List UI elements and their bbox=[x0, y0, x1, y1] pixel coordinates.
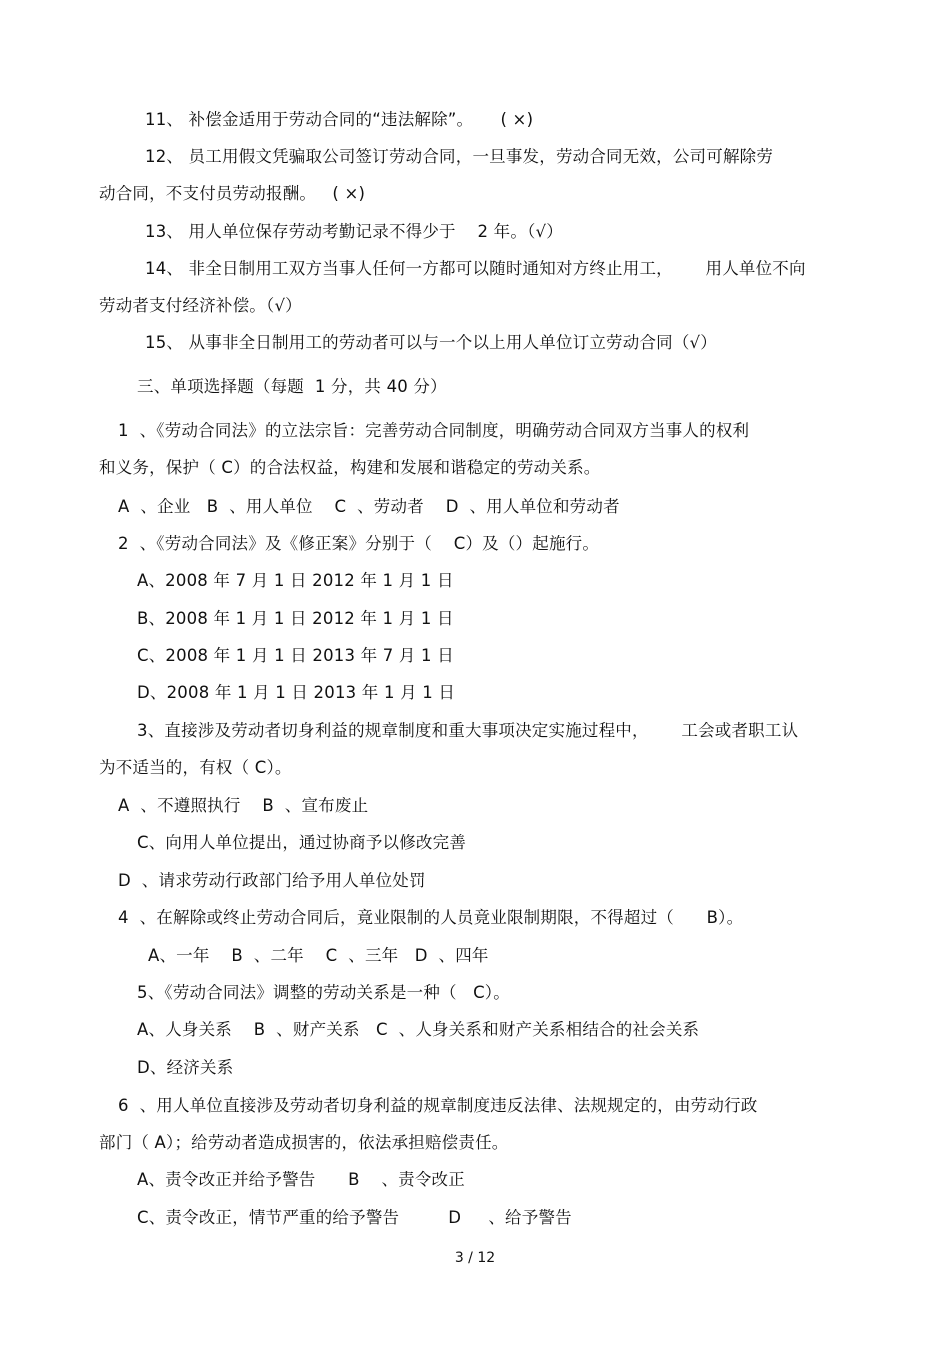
answer-option: A、2008 年 7 月 1 日 2012 年 1 月 1 日 bbox=[137, 571, 454, 590]
page-number: 3 / 12 bbox=[454, 1250, 496, 1266]
answer-option: D 、请求劳动行政部门给予用人单位处罚 bbox=[118, 871, 426, 890]
answer-options: A、一年 B 、二年 C 、三年 D 、四年 bbox=[148, 946, 489, 965]
answer-options: A、人身关系 B 、财产关系 C 、人身关系和财产关系相结合的社会关系 bbox=[137, 1020, 700, 1039]
section-heading: 三、单项选择题（每题 1 分，共 40 分） bbox=[137, 377, 447, 396]
question-text: 2 、《劳动合同法》及《修正案》分别于（ C）及（）起施行。 bbox=[118, 534, 600, 553]
answer-option: C、向用人单位提出，通过协商予以修改完善 bbox=[137, 833, 467, 852]
answer-options: C、责令改正，情节严重的给予警告 D 、给予警告 bbox=[137, 1208, 572, 1227]
answer-option: C、2008 年 1 月 1 日 2013 年 7 月 1 日 bbox=[137, 646, 454, 665]
question-text: 5、《劳动合同法》调整的劳动关系是一种（ C）。 bbox=[137, 983, 510, 1002]
question-text: 1 、《劳动合同法》的立法宗旨：完善劳动合同制度，明确劳动合同双方当事人的权利 bbox=[118, 421, 750, 440]
answer-option: D、经济关系 bbox=[137, 1058, 234, 1077]
text-line: 12、 员工用假文凭骗取公司签订劳动合同，一旦事发，劳动合同无效，公司可解除劳 bbox=[145, 147, 774, 166]
question-text: 为不适当的，有权（ C）。 bbox=[99, 758, 292, 777]
question-text: 和义务，保护（ C）的合法权益，构建和发展和谐稳定的劳动关系。 bbox=[99, 458, 601, 477]
text-line: 11、 补偿金适用于劳动合同的“违法解除”。 ( ×) bbox=[145, 110, 534, 129]
text-line: 14、 非全日制用工双方当事人任何一方都可以随时通知对方终止用工， 用人单位不向 bbox=[145, 259, 806, 278]
answer-option: D、2008 年 1 月 1 日 2013 年 1 月 1 日 bbox=[137, 683, 456, 702]
text-line: 13、 用人单位保存劳动考勤记录不得少于 2 年。（√） bbox=[145, 222, 563, 241]
text-line: 劳动者支付经济补偿。（√） bbox=[99, 296, 302, 315]
text-line: 动合同，不支付员劳动报酬。 ( ×) bbox=[99, 184, 366, 203]
answer-options: A、责令改正并给予警告 B 、责令改正 bbox=[137, 1170, 465, 1189]
question-text: 4 、在解除或终止劳动合同后，竟业限制的人员竟业限制期限，不得超过（ B）。 bbox=[118, 908, 744, 927]
answer-options: A 、企业 B 、用人单位 C 、劳动者 D 、用人单位和劳动者 bbox=[118, 497, 620, 516]
text-line: 15、 从事非全日制用工的劳动者可以与一个以上用人单位订立劳动合同（√） bbox=[145, 333, 717, 352]
answer-option: B、2008 年 1 月 1 日 2012 年 1 月 1 日 bbox=[137, 609, 454, 628]
question-text: 部门（ A）；给劳动者造成损害的，依法承担赔偿责任。 bbox=[99, 1133, 509, 1152]
question-text: 3、直接涉及劳动者切身利益的规章制度和重大事项决定实施过程中， 工会或者职工认 bbox=[137, 721, 799, 740]
answer-options: A 、不遵照执行 B 、宣布废止 bbox=[118, 796, 369, 815]
question-text: 6 、用人单位直接涉及劳动者切身利益的规章制度违反法律、法规规定的，由劳动行政 bbox=[118, 1096, 758, 1115]
